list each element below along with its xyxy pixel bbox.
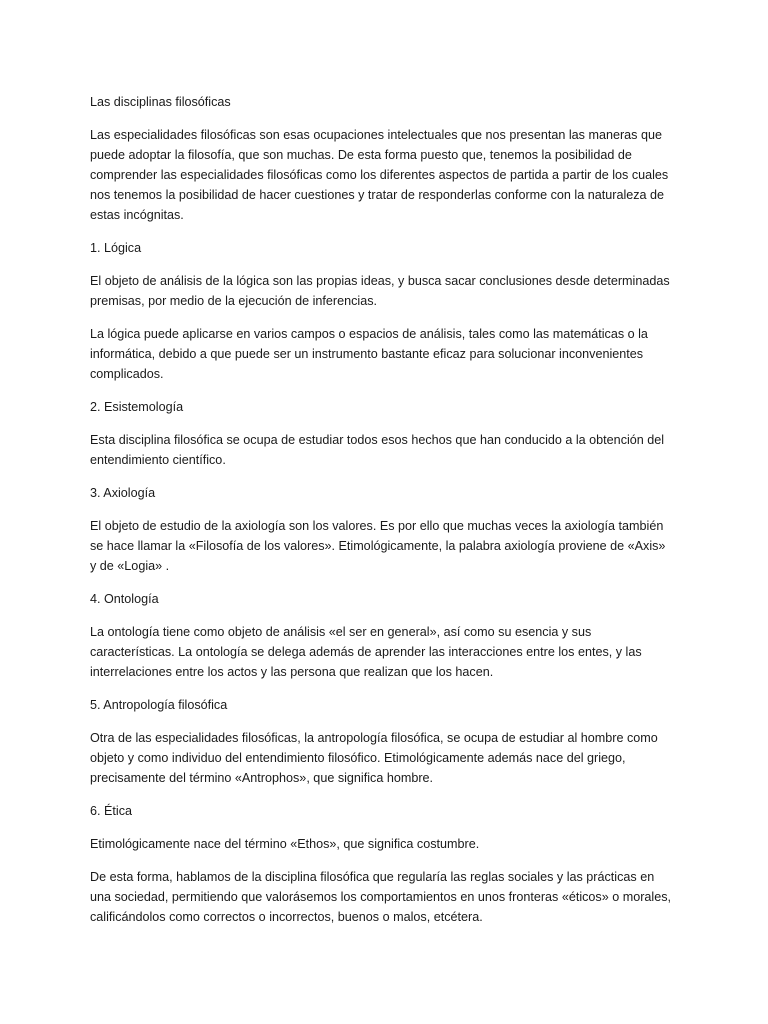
section-paragraph: El objeto de análisis de la lógica son las propias ideas, y busca sacar conclusiones desde determinadas premisas, por medio de la ejecución de inferencias.: [90, 274, 670, 308]
section-heading-etica: 6. Ética: [90, 804, 132, 818]
section-paragraph: Esta disciplina filosófica se ocupa de estudiar todos esos hechos que han conducido a la obtención del entendimiento científico.: [90, 433, 665, 467]
section-paragraph: El objeto de estudio de la axiología son los valores. Es por ello que muchas veces la axiología también se hace llamar la «Filosofía de los valores». Etimológicamente, la palabra axiología proviene de «Axis» y de «Logia» .: [90, 519, 666, 573]
intro-paragraph: Las especialidades filosóficas son esas ocupaciones intelectuales que nos presentan las maneras que puede adoptar la filosofía, que son muchas. De esta forma puesto que, tenemos la posibilidad de comprender las especialidades filosóficas como los diferentes aspectos de partida a partir de los cuales nos tenemos la posibilidad de hacer cuestiones y tratar de responderlas conforme con la naturaleza de estas incógnitas.: [90, 128, 669, 222]
section-heading-esistemologia: 2. Esistemología: [90, 400, 184, 414]
section-heading-antropologia: 5. Antropología filosófica: [90, 698, 228, 712]
section-paragraph: De esta forma, hablamos de la disciplina filosófica que regularía las reglas sociales y las prácticas en una sociedad, permitiendo que valorásemos los comportamientos en unos fronteras «éticos» o morales, calificándolos como correctos o incorrectos, buenos o malos, etcétera.: [90, 870, 672, 924]
section-heading-axiologia: 3. Axiología: [90, 486, 156, 500]
document-title: Las disciplinas filosóficas: [90, 95, 231, 109]
section-paragraph: Otra de las especialidades filosóficas, la antropología filosófica, se ocupa de estudiar al hombre como objeto y como individuo del entendimiento filosófico. Etimológicamente además nace del griego, precisamente del término «Antrophos», que significa hombre.: [90, 731, 658, 785]
section-heading-ontologia: 4. Ontología: [90, 592, 159, 606]
section-heading-logica: 1. Lógica: [90, 241, 142, 255]
section-paragraph: Etimológicamente nace del término «Ethos», que significa costumbre.: [90, 837, 480, 851]
section-paragraph: La ontología tiene como objeto de análisis «el ser en general», así como su esencia y sus características. La ontología se delega además de aprender las interacciones entre los entes, y las interrelaciones entre los actos y las persona que realizan que los hacen.: [90, 625, 642, 679]
document-body: [90, 92, 675, 940]
section-paragraph: La lógica puede aplicarse en varios campos o espacios de análisis, tales como las matemáticas o la informática, debido a que puede ser un instrumento bastante eficaz para solucionar inconvenientes complicados.: [90, 327, 648, 381]
